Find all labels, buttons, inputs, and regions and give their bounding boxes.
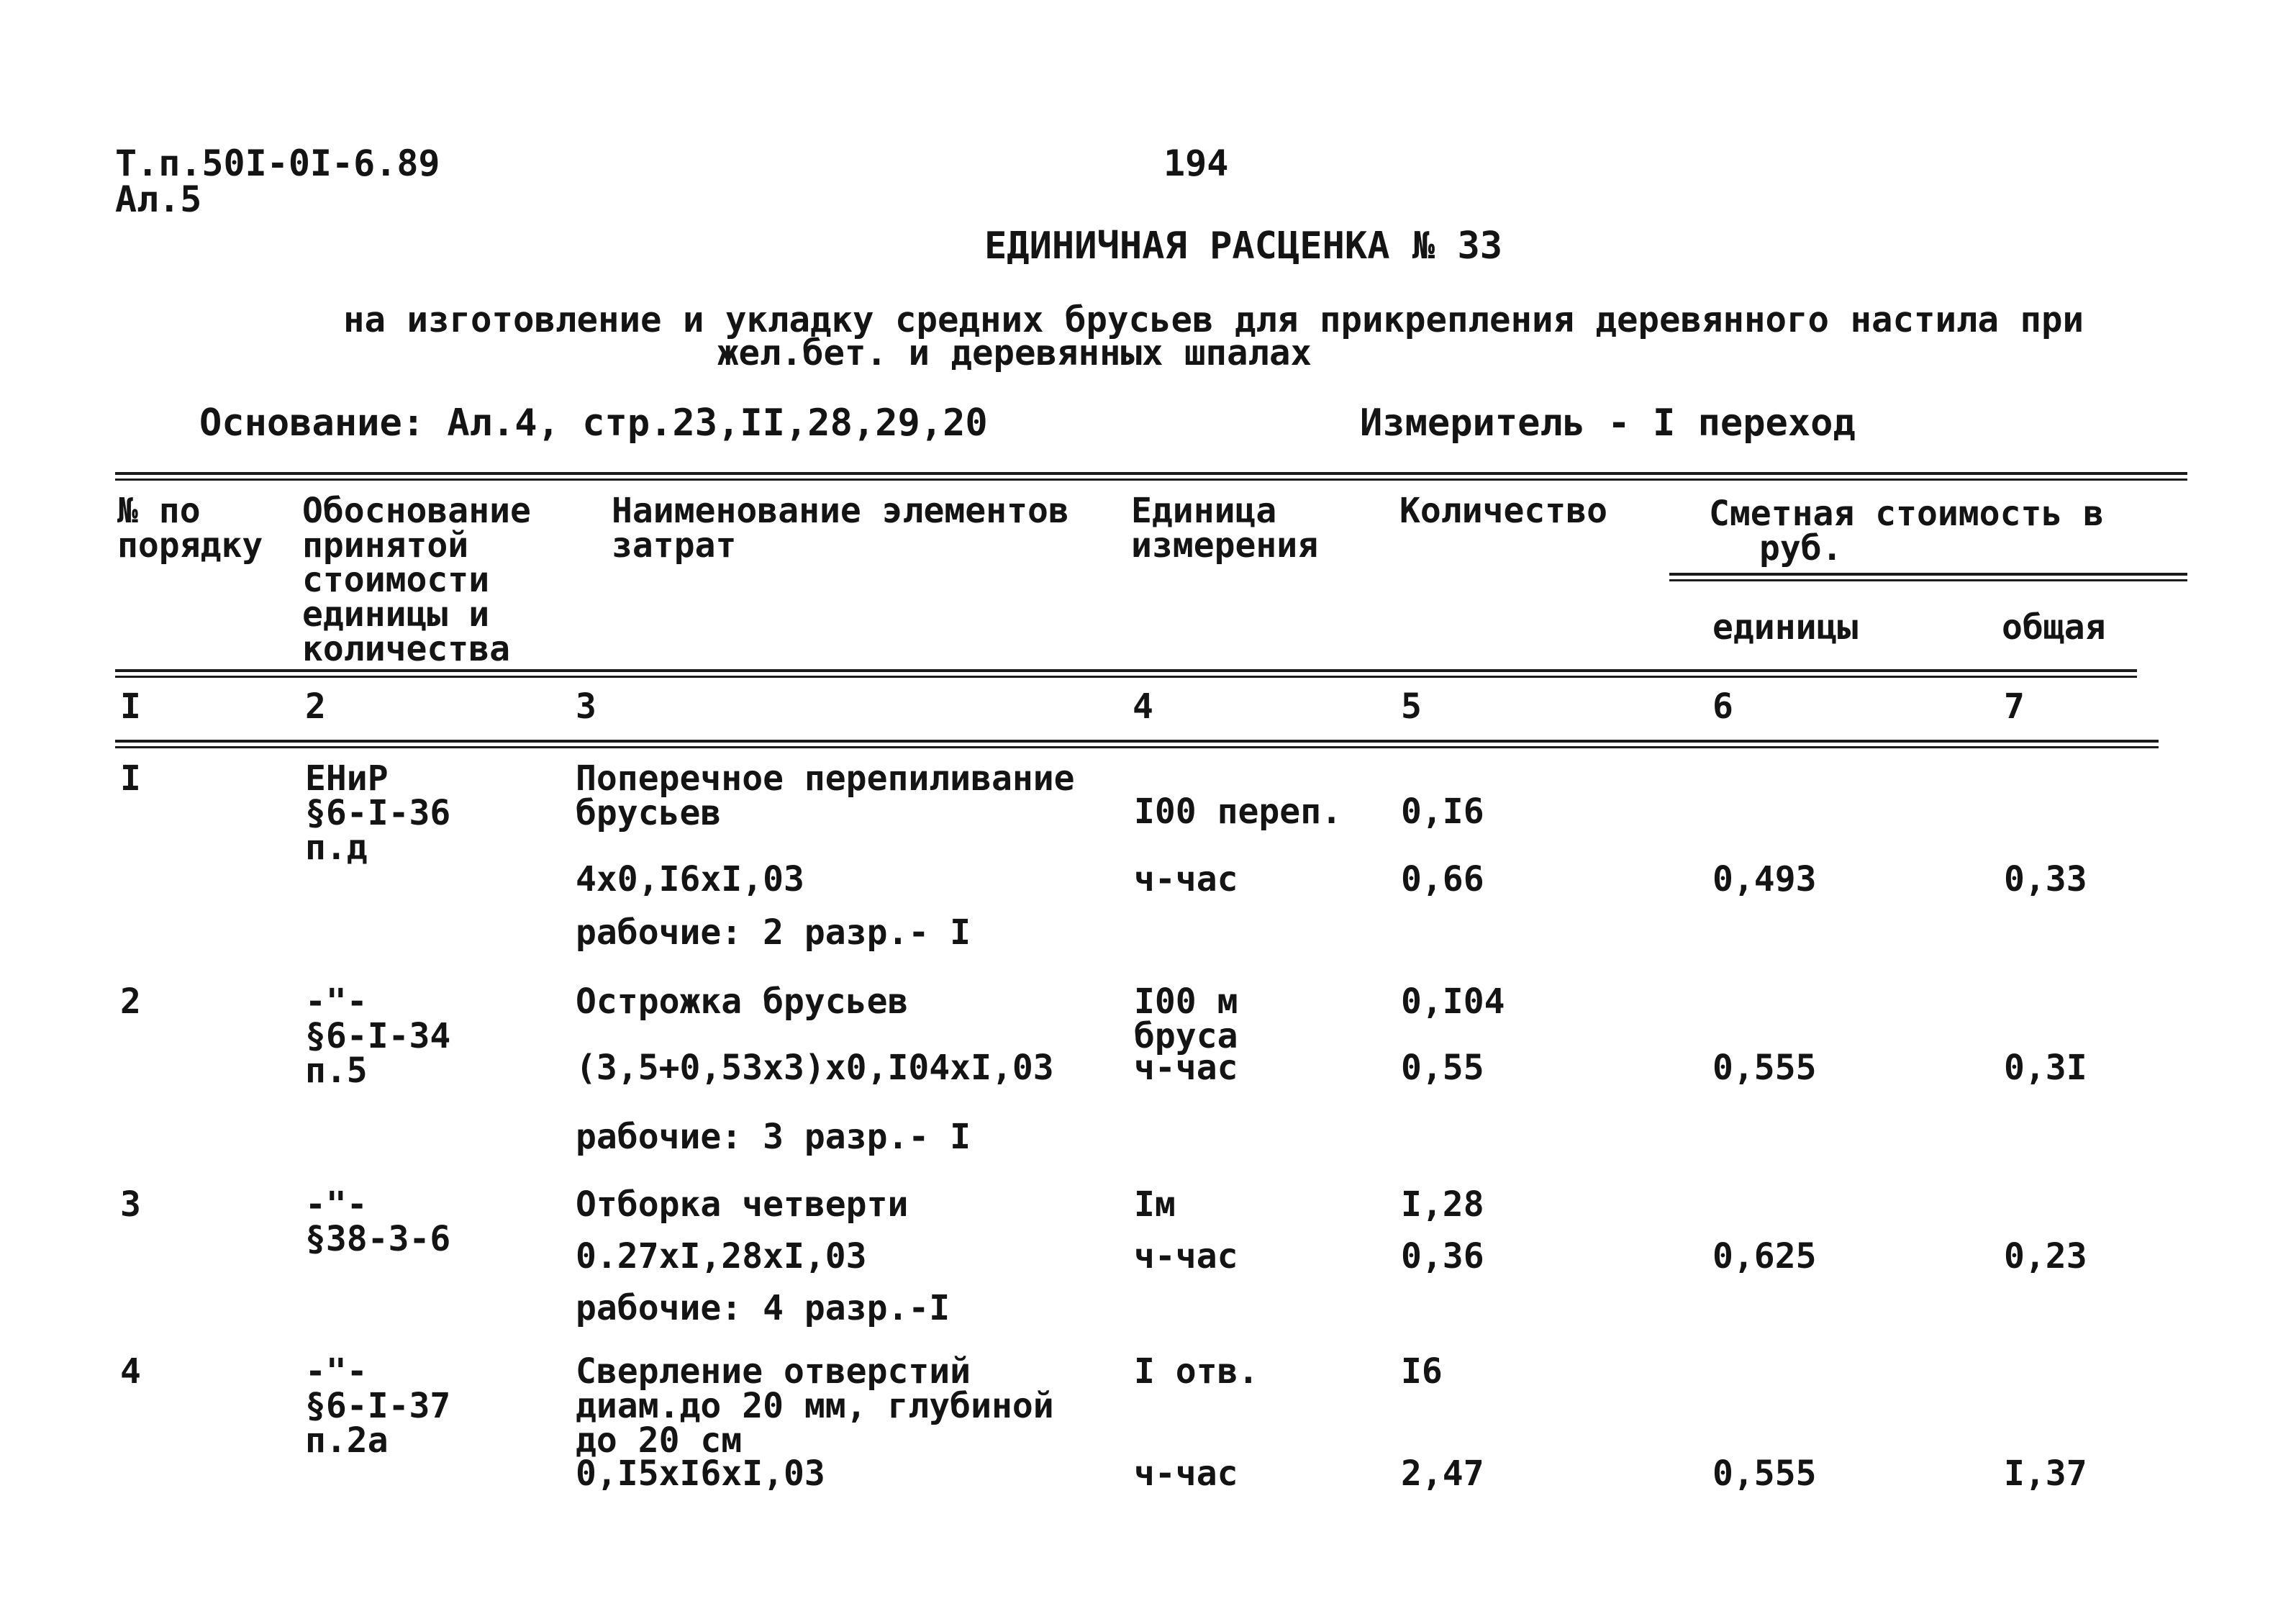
row-calc: 0,I5хI6хI,03 xyxy=(576,1454,825,1494)
row-calc: 0.27хI,28хI,03 xyxy=(576,1236,867,1276)
row-labor-quantity: 0,55 xyxy=(1401,1048,1484,1088)
row-quantity: I,28 xyxy=(1401,1184,1484,1225)
header-quantity: Количество xyxy=(1399,491,1607,531)
row-basis: -"- §6-I-37 п.2а xyxy=(305,1351,451,1461)
row-name: Острожка брусьев xyxy=(576,981,909,1022)
row-labor-quantity: 0,66 xyxy=(1401,859,1484,899)
header-bottom-rule xyxy=(115,669,2137,672)
row-name: Отборка четверти xyxy=(576,1184,909,1225)
header-basis: Обоснование принятой стоимости единицы и количества xyxy=(302,491,531,669)
row-workers: рабочие: 4 разр.-I xyxy=(576,1288,950,1328)
row-total-cost: 0,23 xyxy=(2004,1236,2087,1276)
row-unit-cost: 0,493 xyxy=(1712,859,1817,899)
row-basis: -"- §6-I-34 п.5 xyxy=(305,981,451,1091)
header-unit-cost: единицы xyxy=(1712,607,1859,648)
row-unit-cost: 0,625 xyxy=(1712,1236,1817,1276)
column-number: 2 xyxy=(305,686,326,727)
page-number: 194 xyxy=(1163,142,1229,184)
row-number: 4 xyxy=(120,1351,141,1392)
measure-line: Измеритель - I переход xyxy=(1360,402,1856,445)
page-title: ЕДИНИЧНАЯ РАСЦЕНКА № 33 xyxy=(984,225,1503,268)
column-number: 6 xyxy=(1712,686,1733,727)
row-unit: I00 переп. xyxy=(1134,792,1342,832)
album-number: Ал.5 xyxy=(115,178,202,220)
subtitle-line-2: жел.бет. и деревянных шпалах xyxy=(717,332,1312,373)
row-unit: I отв. xyxy=(1134,1351,1259,1392)
cost-group-rule xyxy=(1669,573,2187,576)
row-labor-unit: ч-час xyxy=(1134,1236,1238,1276)
row-workers: рабочие: 3 разр.- I xyxy=(576,1117,971,1157)
subtitle-line-1: на изготовление и укладку средних брусьев для прикрепления деревянного настила при xyxy=(343,299,2084,340)
row-number: I xyxy=(120,758,141,799)
row-labor-unit: ч-час xyxy=(1134,859,1238,899)
row-number: 2 xyxy=(120,981,141,1022)
column-number: 3 xyxy=(576,686,596,727)
row-total-cost: 0,33 xyxy=(2004,859,2087,899)
row-calc: (3,5+0,53х3)х0,I04хI,03 xyxy=(576,1048,1054,1088)
basis-line: Основание: Ал.4, стр.23,II,28,29,20 xyxy=(199,402,988,445)
row-quantity: 0,I6 xyxy=(1401,792,1484,832)
row-name: Сверление отверстий диам.до 20 мм, глубиной до 20 см xyxy=(576,1351,1054,1461)
row-total-cost: 0,3I xyxy=(2004,1048,2087,1088)
column-number: 4 xyxy=(1133,686,1153,727)
row-unit-cost: 0,555 xyxy=(1712,1454,1817,1494)
header-cost-group: Сметная стоимость в руб. xyxy=(1709,494,2105,568)
table-top-rule xyxy=(115,472,2187,475)
row-basis: ЕНиР §6-I-36 п.д xyxy=(305,758,451,868)
column-numbers-rule xyxy=(115,740,2159,743)
row-labor-unit: ч-час xyxy=(1134,1048,1238,1088)
column-number: 5 xyxy=(1401,686,1422,727)
document-code: Т.п.50I-0I-6.89 xyxy=(115,142,440,184)
row-quantity: I6 xyxy=(1401,1351,1443,1392)
row-labor-quantity: 2,47 xyxy=(1401,1454,1484,1494)
row-unit: Iм xyxy=(1134,1184,1176,1225)
row-number: 3 xyxy=(120,1184,141,1225)
row-labor-quantity: 0,36 xyxy=(1401,1236,1484,1276)
row-calc: 4х0,I6хI,03 xyxy=(576,859,804,899)
row-quantity: 0,I04 xyxy=(1401,981,1505,1022)
header-unit: Единица измерения xyxy=(1131,491,1319,566)
row-labor-unit: ч-час xyxy=(1134,1454,1238,1494)
column-number: 7 xyxy=(2004,686,2025,727)
header-total-cost: общая xyxy=(2002,607,2106,648)
row-name: Поперечное перепиливание брусьев xyxy=(576,758,1075,833)
row-workers: рабочие: 2 разр.- I xyxy=(576,912,971,953)
header-cost-elements: Наименование элементов затрат xyxy=(612,491,1069,566)
column-number: I xyxy=(120,686,141,727)
row-basis: -"- §38-3-6 xyxy=(305,1184,451,1259)
row-unit-cost: 0,555 xyxy=(1712,1048,1817,1088)
row-unit: I00 м бруса xyxy=(1134,981,1238,1056)
header-row-number: № по порядку xyxy=(117,491,263,566)
row-total-cost: I,37 xyxy=(2004,1454,2087,1494)
